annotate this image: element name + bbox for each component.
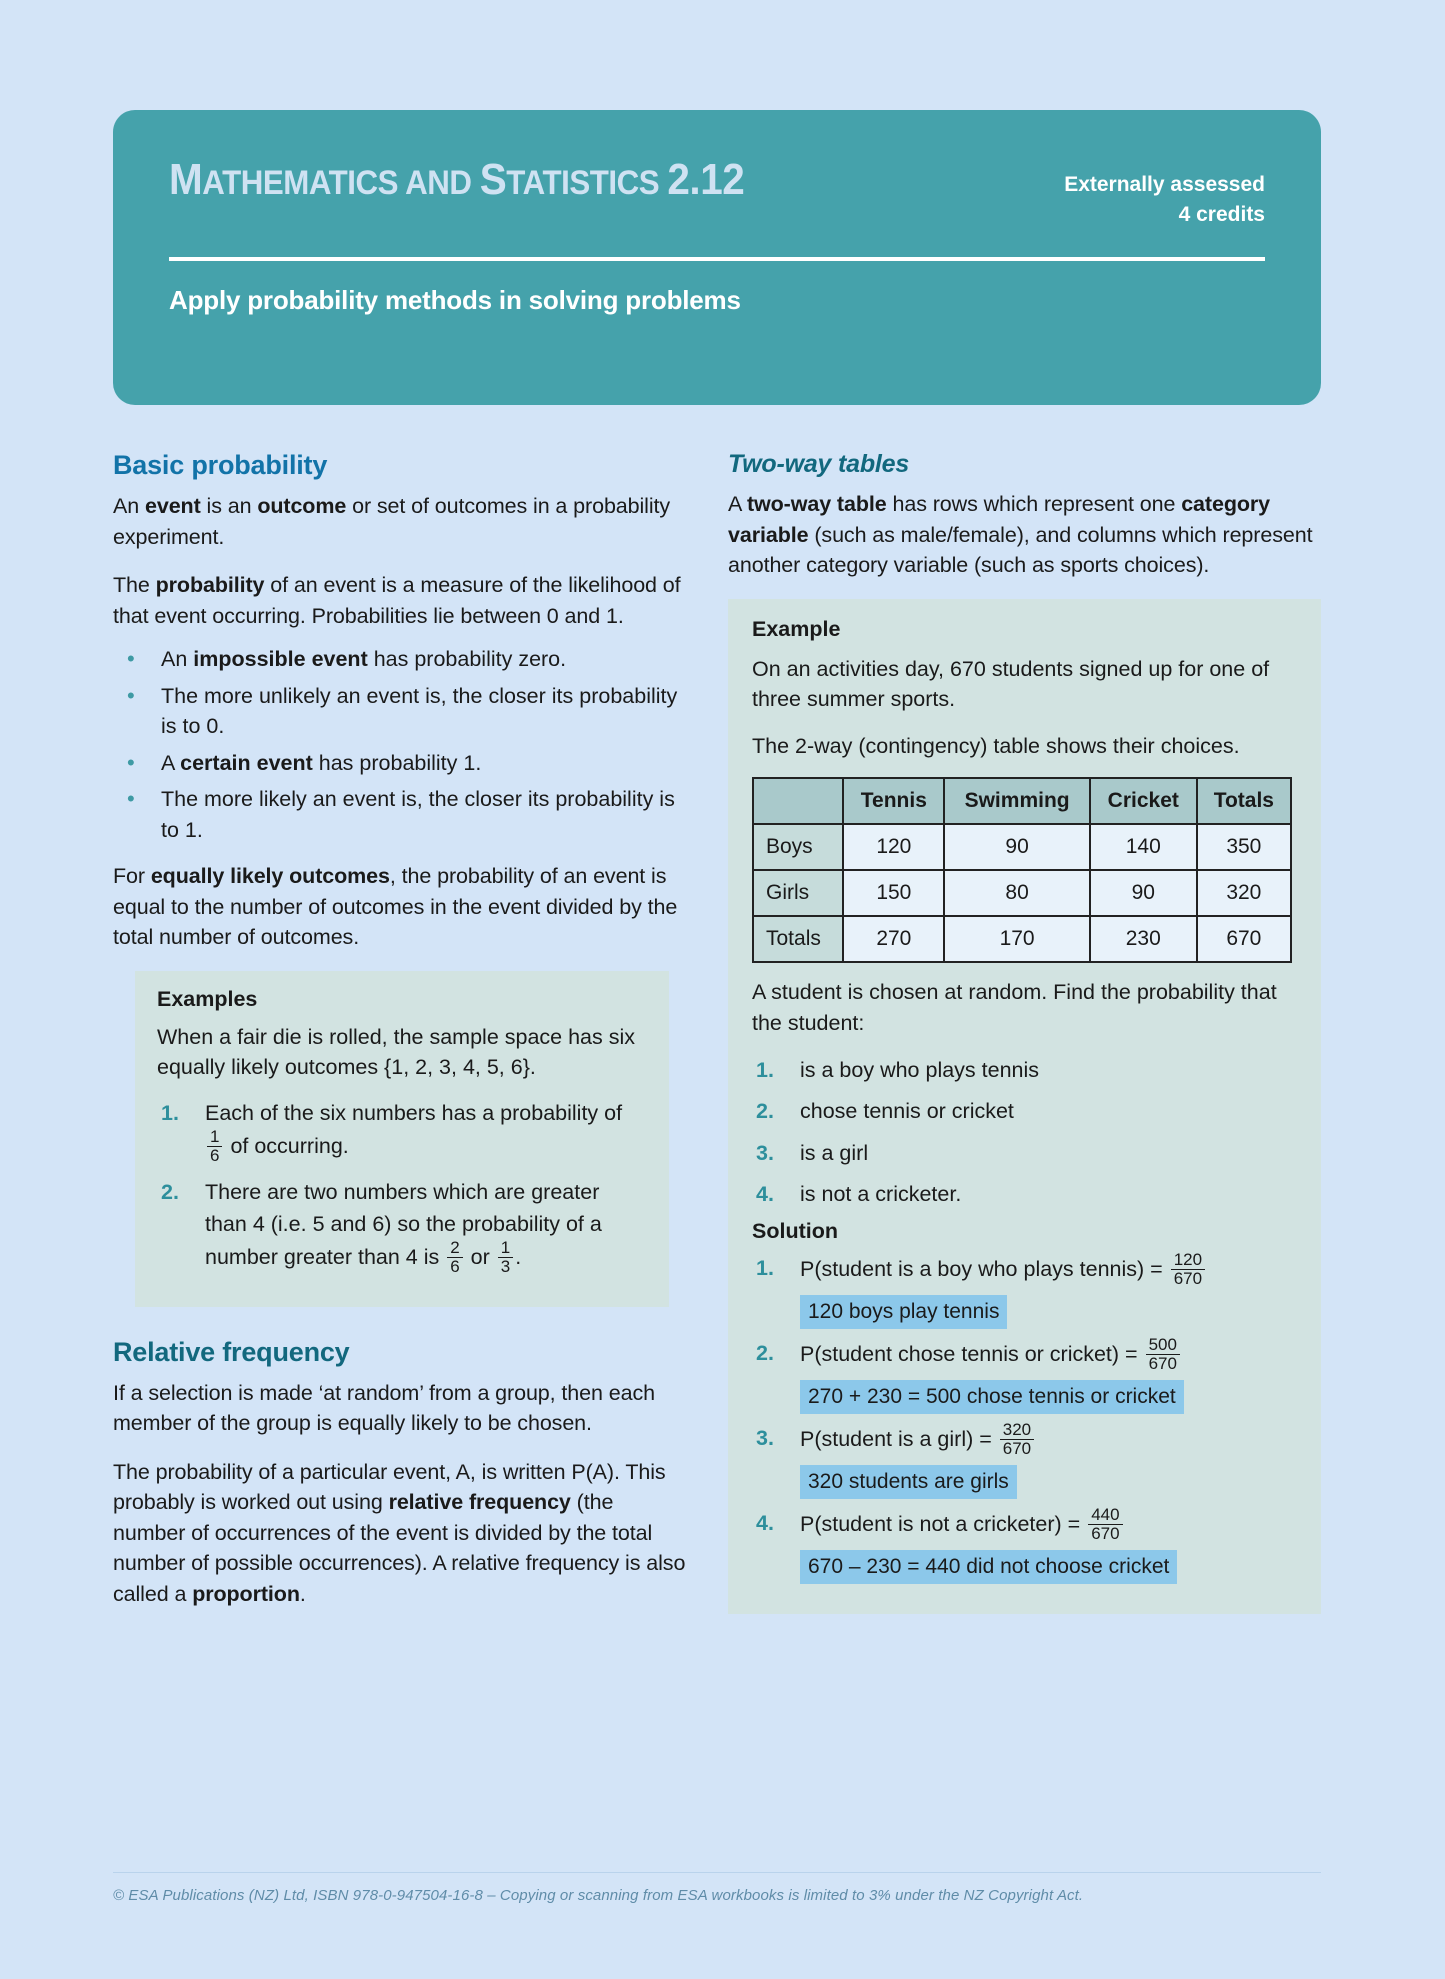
list-item: [752, 1137, 1297, 1169]
text-fragment: .: [299, 1581, 306, 1606]
footer-copyright: © ESA Publications (NZ) Ltd, ISBN 978-0-947504-16-8 – Copying or scanning from ESA workbooks is limited to 3% under the NZ Copyright Act.: [113, 1887, 1084, 1904]
list-item: [752, 1054, 1297, 1086]
fraction-denominator: 670: [1146, 1354, 1180, 1373]
text-fragment: The more unlikely an event is, the closer its probability is to 0.: [161, 683, 678, 739]
list-item: [113, 748, 688, 779]
solution-text: P(student is a girl) =: [800, 1427, 998, 1452]
item-number: 1.: [756, 1058, 774, 1083]
text-fragment: of occurring.: [224, 1134, 349, 1158]
row-header-girls: Girls: [753, 870, 843, 916]
column-header-tennis: Tennis: [843, 778, 944, 824]
cell-totals-swimming: 170: [944, 916, 1090, 962]
fraction-denominator: 670: [1171, 1269, 1205, 1288]
cell-boys-cricket: 140: [1090, 824, 1197, 870]
cell-boys-tennis: 120: [843, 824, 944, 870]
text-fragment: of an event is a measure of the likelihood of that event occurring. Probabilities lie between 0 and 1.: [113, 573, 681, 628]
table-row: [753, 870, 1291, 916]
cell-totals-grand: 670: [1197, 916, 1291, 962]
text-fragment: An: [113, 494, 145, 518]
bold-certain-event: certain event: [180, 750, 313, 775]
fraction-two-sixths: [447, 1239, 462, 1276]
item-number: 2.: [161, 1179, 179, 1204]
item-number: 2.: [756, 1099, 774, 1124]
question-text: is a boy who plays tennis: [800, 1058, 1040, 1083]
example-panel-title: Example: [752, 616, 841, 641]
cell-girls-cricket: 90: [1090, 870, 1197, 916]
fraction-one-third: [498, 1239, 513, 1276]
text-fragment: For: [113, 864, 151, 889]
paragraph-two-way-table-definition: [728, 489, 1321, 581]
list-item: [752, 1422, 1297, 1499]
bold-category-variable: category variable: [728, 492, 1271, 547]
fraction-denominator: 670: [1000, 1439, 1034, 1458]
left-column: [113, 450, 688, 1627]
paragraph-event-definition: [113, 491, 688, 552]
column-header-totals: Totals: [1197, 778, 1291, 824]
example-panel: [728, 599, 1321, 1615]
fraction-440-670: [1088, 1506, 1122, 1543]
fraction-120-670: [1171, 1251, 1205, 1288]
page-title: [169, 155, 745, 204]
item-number: 3.: [756, 1426, 774, 1451]
fraction-numerator: 500: [1148, 1335, 1177, 1355]
bold-equally-likely-outcomes: equally likely outcomes: [150, 864, 390, 889]
example-intro-1: On an activities day, 670 students signed up for one of three summer sports.: [752, 656, 1270, 712]
item-number: 1.: [756, 1256, 774, 1281]
example-intro-2: The 2-way (contingency) table shows their choices.: [752, 733, 1240, 758]
text-fragment: has probability 1.: [312, 750, 482, 775]
cell-girls-tennis: 150: [843, 870, 944, 916]
bold-outcome: outcome: [257, 494, 347, 518]
list-item: [752, 1507, 1297, 1584]
contingency-table: [752, 777, 1292, 963]
text-fragment: is an: [200, 494, 258, 518]
title-cap-s: S: [479, 155, 507, 204]
list-item: [113, 784, 688, 845]
solution-highlight: 270 + 230 = 500 chose tennis or cricket: [800, 1380, 1184, 1414]
cell-boys-swimming: 90: [944, 824, 1090, 870]
table-row: [753, 824, 1291, 870]
standard-subtitle: Apply probability methods in solving problems: [169, 284, 741, 315]
credits: 4 credits: [1178, 203, 1265, 227]
question-text: chose tennis or cricket: [800, 1099, 1014, 1124]
text-fragment: The more likely an event is, the closer its probability is to 1.: [161, 787, 675, 842]
question-text: is a girl: [800, 1140, 869, 1165]
section-heading-two-way-tables: Two-way tables: [728, 450, 910, 478]
assessment-type: Externally assessed: [1064, 173, 1265, 196]
question-intro: A student is chosen at random. Find the probability that the student:: [752, 980, 1277, 1035]
fraction-one-sixth: [207, 1128, 222, 1165]
solution-text: P(student is a boy who plays tennis) =: [800, 1257, 1169, 1282]
row-header-totals: Totals: [753, 916, 843, 962]
list-item: [157, 1097, 647, 1166]
list-item: [113, 644, 688, 675]
footer-divider: [113, 1872, 1321, 1873]
text-fragment: has probability zero.: [367, 647, 567, 672]
item-number: 2.: [756, 1341, 774, 1366]
text-fragment: A: [161, 750, 181, 775]
table-header: [753, 778, 1291, 824]
column-header-cricket: Cricket: [1090, 778, 1197, 824]
right-column: [728, 450, 1321, 1614]
fraction-numerator: 1: [500, 1238, 511, 1258]
list-item: [157, 1176, 647, 1277]
fraction-numerator: 320: [1002, 1420, 1032, 1440]
text-fragment: The: [113, 573, 156, 598]
bold-relative-frequency: relative frequency: [388, 1490, 571, 1515]
cell-totals-tennis: 270: [843, 916, 944, 962]
cell-girls-totals: 320: [1197, 870, 1291, 916]
text-fragment: or set of outcomes in a probability experiment.: [113, 494, 671, 549]
text-fragment: has rows which represent one: [886, 492, 1182, 516]
title-cap-m: M: [169, 155, 203, 204]
fraction-500-670: [1146, 1336, 1180, 1373]
bold-two-way-table: two-way table: [746, 492, 887, 516]
text-fragment: A: [728, 492, 747, 516]
bold-probability: probability: [155, 573, 265, 598]
fraction-denominator: 6: [447, 1257, 462, 1276]
examples-numbered-list: [157, 1097, 647, 1277]
bold-impossible-event: impossible event: [193, 647, 368, 672]
assessment-info: [1064, 158, 1265, 231]
fraction-denominator: 6: [207, 1146, 222, 1165]
paragraph-random-selection: If a selection is made ‘at random’ from a group, then each member of the group is equally likely to be chosen.: [113, 1380, 655, 1436]
title-standard-number: 2.12: [667, 155, 745, 204]
list-item: [752, 1337, 1297, 1414]
question-list: [752, 1054, 1297, 1210]
list-item: [752, 1252, 1297, 1329]
solution-text: P(student is not a cricketer) =: [800, 1512, 1087, 1537]
fraction-numerator: 2: [450, 1238, 460, 1258]
question-text: is not a cricketer.: [800, 1181, 962, 1206]
examples-box-title: Examples: [157, 986, 258, 1011]
text-fragment: An: [161, 647, 194, 672]
text-fragment: (such as male/female), and columns which represent another category variable (such as sports choices).: [728, 522, 1313, 578]
text-fragment: (the number of occurrences of the event is divided by the total number of possible occurrences). A relative frequency is also called a: [113, 1490, 686, 1606]
header-divider: [169, 257, 1265, 261]
table-corner-cell: [753, 778, 843, 824]
examples-box: [135, 971, 669, 1307]
examples-box-intro: When a fair die is rolled, the sample space has six equally likely outcomes {1, 2, 3, 4, 5, 6}.: [157, 1024, 636, 1080]
solution-heading: Solution: [752, 1219, 838, 1244]
item-number: 4.: [756, 1511, 774, 1536]
header-banner: [113, 110, 1321, 405]
fraction-320-670: [1000, 1421, 1034, 1458]
cell-boys-totals: 350: [1197, 824, 1291, 870]
table-row: [753, 916, 1291, 962]
item-number: 1.: [161, 1100, 179, 1125]
solution-highlight: 120 boys play tennis: [800, 1295, 1007, 1329]
table-header-row: [753, 778, 1291, 824]
solution-highlight: 320 students are girls: [800, 1465, 1017, 1499]
title-rest-mathematics: ATHEMATICS AND: [202, 164, 480, 202]
cell-girls-swimming: 80: [944, 870, 1090, 916]
fraction-denominator: 670: [1088, 1524, 1122, 1543]
fraction-numerator: 120: [1173, 1250, 1203, 1270]
fraction-denominator: 3: [498, 1257, 513, 1276]
text-fragment: , the probability of an event is equal to the number of outcomes in the event divided by the total number of outcomes.: [113, 864, 678, 950]
text-fragment: or: [464, 1245, 496, 1270]
cell-totals-cricket: 230: [1090, 916, 1197, 962]
title-rest-statistics: TATISTICS: [506, 164, 668, 202]
bold-event: event: [144, 494, 201, 518]
text-fragment: Each of the six numbers has a probability of: [205, 1100, 623, 1125]
solution-text: P(student chose tennis or cricket) =: [800, 1342, 1144, 1367]
item-number: 4.: [756, 1181, 774, 1206]
solution-list: [752, 1252, 1297, 1584]
paragraph-equally-likely: [113, 861, 688, 953]
paragraph-probability-definition: [113, 570, 688, 631]
list-item: [752, 1095, 1297, 1127]
probability-facts-list: [113, 644, 688, 845]
header-top-row: [169, 155, 1265, 231]
text-fragment: There are two numbers which are greater than 4 (i.e. 5 and 6) so the probability of a number greater than 4 is: [205, 1179, 602, 1270]
fraction-numerator: 1: [210, 1126, 220, 1146]
row-header-boys: Boys: [753, 824, 843, 870]
fraction-numerator: 440: [1091, 1505, 1120, 1525]
list-item: [752, 1178, 1297, 1210]
column-header-swimming: Swimming: [944, 778, 1090, 824]
section-heading-relative-frequency: Relative frequency: [113, 1336, 350, 1367]
list-item: [113, 681, 688, 742]
text-fragment: The probability of a particular event, A, is written P(A). This probably is worked out using: [113, 1459, 666, 1515]
bold-proportion: proportion: [192, 1581, 300, 1606]
paragraph-relative-frequency: [113, 1457, 688, 1610]
table-body: [753, 824, 1291, 962]
item-number: 3.: [756, 1140, 774, 1165]
solution-highlight: 670 – 230 = 440 did not choose cricket: [800, 1550, 1177, 1584]
section-heading-basic-probability: Basic probability: [113, 450, 328, 480]
text-fragment: .: [515, 1245, 522, 1270]
